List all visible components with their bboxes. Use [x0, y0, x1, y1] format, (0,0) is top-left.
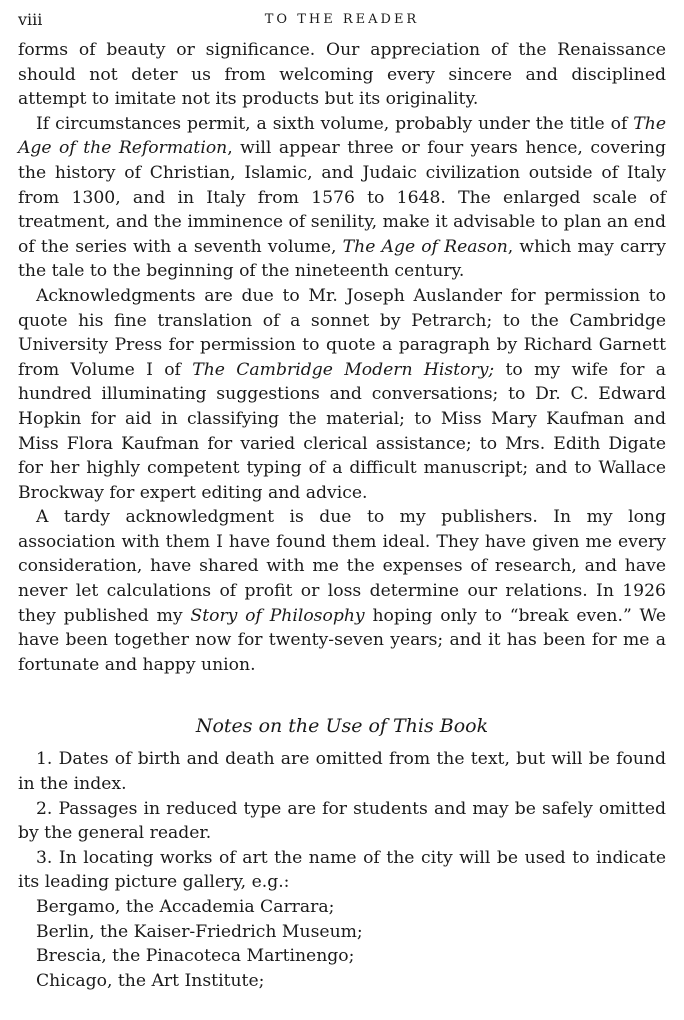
paragraph-sixth-volume: If circumstances permit, a sixth volume, probably under the title of The Age of the Reformation, will appear three or four years hence, covering the history of Christian, Islamic, and Judaic civilization outside of Italy from 1300, and in Italy from 1576 to 1648. The enlarged scale of treatment, and the imminence of senility, make it advisable to plan an end of the series with a seventh volume, The Age of Reason, which may carry the tale to the beginning of the nineteenth century. [18, 113, 666, 282]
title-age-of-reason: The Age of Reason [342, 236, 508, 257]
note-item-1: 1. Dates of birth and death are omitted from the text, but will be found in the index. [18, 749, 666, 795]
gallery-item: Chicago, the Art Institute; [36, 970, 265, 991]
title-story-of-philosophy: Story of Philosophy [190, 605, 365, 626]
page-number: viii [18, 10, 43, 29]
paragraph-acknowledgments: Acknowledgments are due to Mr. Joseph Auslander for permission to quote his fine translation of a sonnet by Petrarch; to the Cambridge University Press for permission to quote a paragraph by Richard Garnett from Volume I of The Cambridge Modern History; to my wife for a hundred illuminating suggestions and conversations; to Dr. C. Edward Hopkin for aid in classifying the material; to Miss Mary Kaufman and Miss Flora Kaufman for varied clerical assistance; to Mrs. Edith Digate for her highly competent typing of a difficult manuscript; and to Wallace Brockway for expert editing and advice. [18, 285, 666, 503]
gallery-item: Bergamo, the Accademia Carrara; [36, 897, 335, 917]
note-item-3: 3. In locating works of art the name of the city will be used to indicate its leading picture gallery, e.g.: [18, 847, 666, 893]
title-age-of-reformation: The Age of the Reformation [18, 113, 666, 159]
paragraph-publishers: A tardy acknowledgment is due to my publishers. In my long association with them I have found them ideal. They have given me every consideration, have shared with me the expenses of research, and have never let calculations of profit or loss determine our relations. In 1926 they published my Story of Philosophy hoping only to “break even.” We have been together now for twenty-seven years; and it has been for me a fortunate and happy union. [18, 507, 666, 675]
note-item-2: 2. Passages in reduced type are for students and may be safely omitted by the general reader. [18, 798, 666, 844]
title-cambridge-modern-history: The Cambridge Modern History; [192, 359, 495, 380]
book-page [18, 8, 666, 993]
page-header [18, 8, 666, 38]
running-head: TO THE READER [264, 12, 420, 27]
paragraph-continuation: forms of beauty or significance. Our appreciation of the Renaissance should not deter us from welcoming every sincere and disciplined attempt to imitate not its products but its originality. [18, 40, 666, 110]
gallery-item: Brescia, the Pinacoteca Martinengo; [36, 946, 355, 967]
gallery-list [18, 895, 666, 993]
gallery-item: Berlin, the Kaiser-Friedrich Museum; [36, 921, 363, 942]
notes-heading: Notes on the Use of This Book [195, 715, 489, 738]
